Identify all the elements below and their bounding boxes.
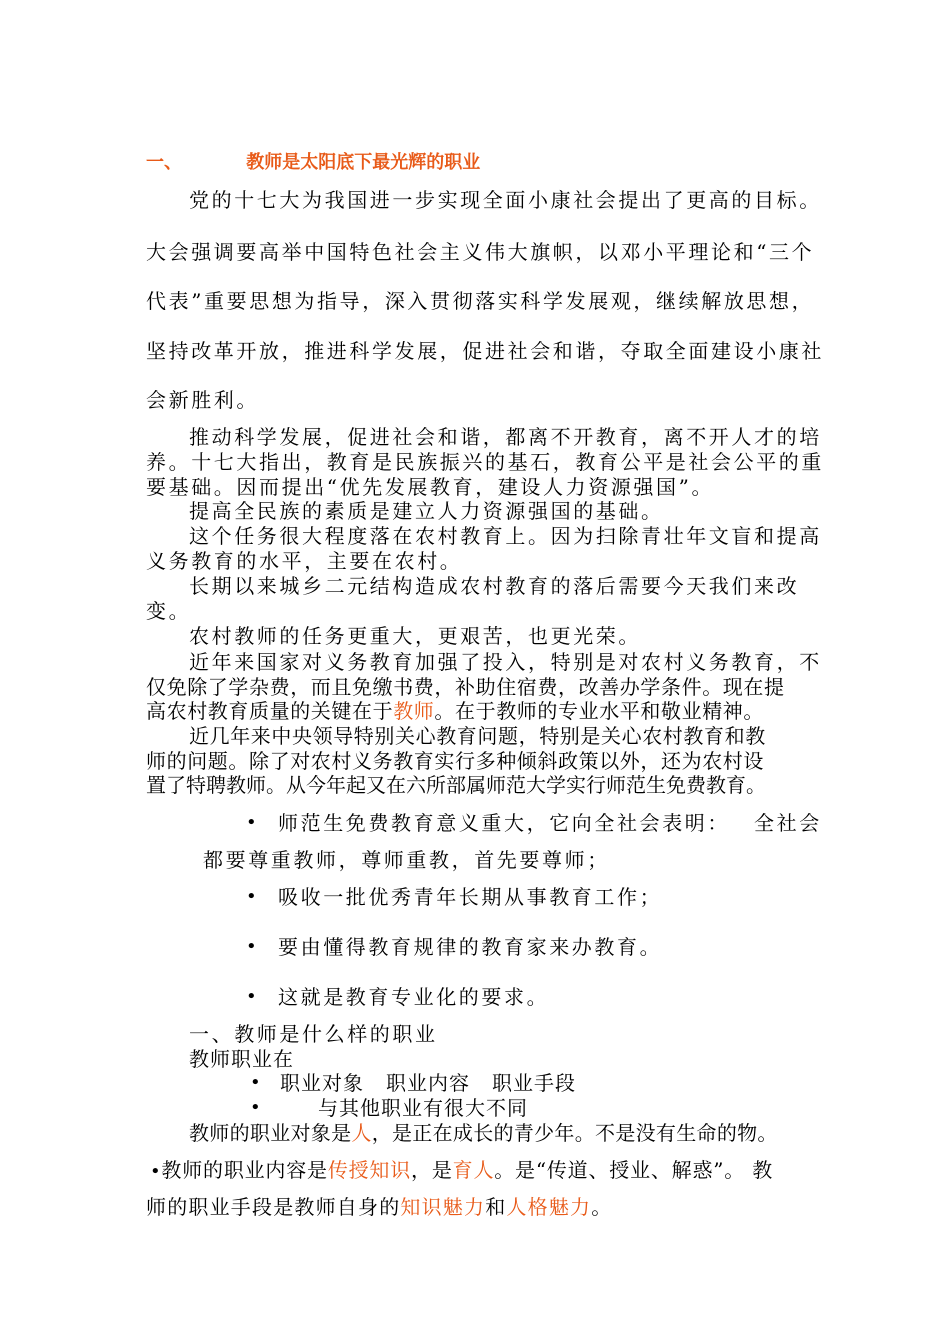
bullet1-item4: 这就是教育专业化的要求。	[278, 985, 550, 1009]
p7-line2: 仅免除了学杂费，而且免缴书费，补助住宿费，改善办学条件。现在提	[146, 675, 785, 699]
bullet1-item1-cont: 都要尊重教师，尊师重教，首先要尊师；	[203, 848, 610, 872]
p1-line4: 坚持改革开放，推进科学发展，促进社会和谐，夺取全面建设小康社	[146, 339, 824, 363]
highlight-personality-charm: 人格魅力	[506, 1195, 592, 1219]
p3-line: 提高全民族的素质是建立人力资源强国的基础。	[189, 499, 664, 523]
p2-line3: 要基础。因而提出“优先发展教育，建设人力资源强国”。	[146, 475, 715, 499]
p4-line1: 这个任务很大程度落在农村教育上。因为扫除青壮年文盲和提高	[189, 524, 822, 548]
p2-line2: 养。十七大指出，教育是民族振兴的基石，教育公平是社会公平的重	[146, 450, 824, 474]
section2-intro: 教师职业在	[189, 1047, 294, 1071]
bullet-marker: •	[246, 886, 257, 907]
p1-line3: 代表”重要思想为指导，深入贯彻落实科学发展观，继续解放思想，	[146, 289, 815, 313]
bullet-marker: •	[246, 936, 257, 957]
bullet-marker: •	[250, 1072, 261, 1093]
p6-line: 农村教师的任务更重大，更艰苦，也更光荣。	[189, 624, 641, 648]
p7-line1: 近年来国家对义务教育加强了投入，特别是对农村义务教育，不	[189, 650, 822, 674]
p1-line2: 大会强调要高举中国特色社会主义伟大旗帜，以邓小平理论和“三个	[146, 240, 815, 264]
bullet1-item3: 要由懂得教育规律的教育家来办教育。	[278, 935, 663, 959]
p8-line1: 近几年来中央领导特别关心教育问题，特别是关心农村教育和教	[189, 724, 766, 748]
section2-title: 一、教师是什么样的职业	[189, 1022, 438, 1046]
item-means: 职业手段	[492, 1071, 576, 1095]
p8-line2: 师的问题。除了对农村义务教育实行多种倾斜政策以外，还为农村设	[146, 749, 764, 773]
heading-text: 教师是太阳底下最光辉的职业	[246, 152, 481, 173]
highlight-person: 人	[351, 1121, 372, 1145]
heading-number: 一、	[146, 152, 182, 173]
bullet1-item2: 吸收一批优秀青年长期从事教育工作；	[278, 885, 663, 909]
p5-line1: 长期以来城乡二元结构造成农村教育的落后需要今天我们来改	[189, 574, 800, 598]
p4-line2: 义务教育的水平，主要在农村。	[146, 549, 463, 573]
p8-line3: 置了特聘教师。从今年起又在六所部属师范大学实行师范生免费教育。	[146, 773, 766, 797]
bullet-marker: •	[250, 1097, 261, 1118]
highlight-teacher: 教师	[393, 699, 435, 723]
item-content: 职业内容	[386, 1071, 470, 1095]
bullet1-item1: 师范生免费教育意义重大，它向全社会表明： 全社会	[278, 811, 822, 835]
bullet2-item1	[280, 1071, 576, 1095]
p1-line1: 党的十七大为我国进一步实现全面小康社会提出了更高的目标。	[189, 188, 822, 212]
bullet-marker: •	[246, 812, 257, 833]
bullet2-item2: 与其他职业有很大不同	[318, 1096, 528, 1120]
item-object: 职业对象	[280, 1071, 364, 1095]
content-line: •教师的职业内容是传授知识，是育人。是“传道、授业、解惑”。 教	[150, 1158, 774, 1182]
p2-line1: 推动科学发展，促进社会和谐，都离不开教育，离不开人才的培	[189, 425, 822, 449]
p1-line5: 会新胜利。	[146, 388, 259, 412]
means-line: 师的职业手段是教师自身的知识魅力和人格魅力。	[146, 1195, 613, 1219]
object-line: 教师的职业对象是人，是正在成长的青少年。不是没有生命的物。	[189, 1121, 778, 1145]
bullet-marker: •	[246, 986, 257, 1007]
highlight-educate: 育人	[452, 1158, 495, 1182]
p5-line2: 变。	[146, 599, 192, 623]
highlight-knowledge-charm: 知识魅力	[400, 1195, 486, 1219]
p7-line3: 高农村教育质量的关键在于教师。在于教师的专业水平和敬业精神。	[146, 699, 765, 723]
page-heading	[146, 151, 480, 175]
highlight-knowledge: 传授知识	[327, 1158, 412, 1182]
